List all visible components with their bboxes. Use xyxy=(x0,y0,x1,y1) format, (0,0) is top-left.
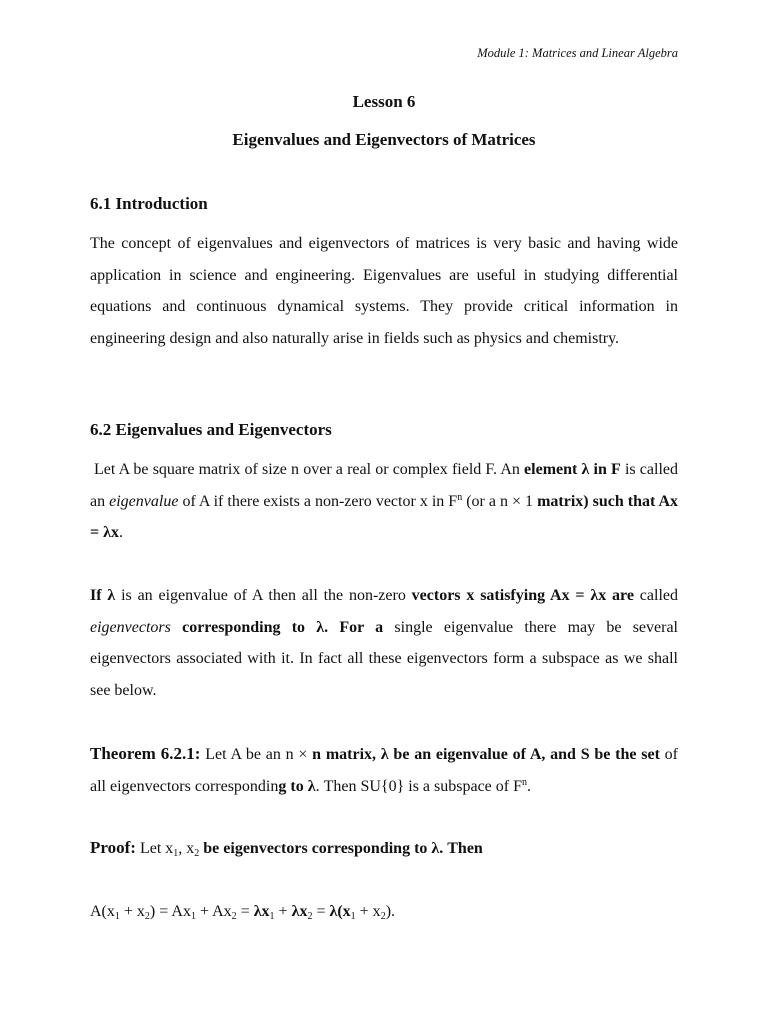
subscript: 1 xyxy=(350,911,356,922)
subscript: 2 xyxy=(144,911,150,922)
eq-part: ) = Ax xyxy=(149,903,191,920)
subscript: 1 xyxy=(173,848,179,859)
ev-text: called xyxy=(633,587,678,604)
eq-bold: λ(x xyxy=(329,903,351,920)
proof-text: Let x xyxy=(135,840,174,857)
eq-part: + xyxy=(274,903,292,920)
def-bold-equation: matrix) such that Ax = λx xyxy=(90,492,678,541)
page-title: Eigenvalues and Eigenvectors of Matrices xyxy=(232,130,536,149)
superscript-n: n xyxy=(522,776,528,788)
ev-bold: corresponding to λ. For a xyxy=(170,618,384,636)
eq-bold: λx xyxy=(253,903,270,920)
eq-part: + x xyxy=(355,903,381,920)
def-italic-eigenvalue: eigenvalue xyxy=(109,492,179,510)
eq-part: ). xyxy=(385,903,396,920)
theorem-text: Let A be an n × xyxy=(200,746,313,763)
def-text: . xyxy=(118,524,123,541)
ev-bold: If λ xyxy=(90,587,116,604)
eq-part: + x xyxy=(119,903,145,920)
proof-paragraph xyxy=(90,832,678,865)
definition-paragraph xyxy=(90,454,678,549)
subscript: 1 xyxy=(269,911,275,922)
theorem-text: of all eigenvectors correspondin xyxy=(90,746,679,795)
lesson-number: Lesson 6 xyxy=(352,92,416,111)
eq-part: = xyxy=(236,903,254,920)
introduction-paragraph: The concept of eigenvalues and eigenvectors of matrices is very basic and having wide application in science and engineering. Eigenvalues are useful in studying differential equations and continuous dynamical systems. They provide critical information in engineering design and also naturally arise in fields such as physics and chemistry. xyxy=(90,235,678,347)
theorem-bold: g to λ xyxy=(278,777,316,795)
ev-italic-eigenvectors: eigenvectors xyxy=(90,618,171,636)
running-head: Module 1: Matrices and Linear Algebra xyxy=(477,46,678,60)
theorem-label: Theorem 6.2.1: xyxy=(90,744,201,763)
eq-part: = xyxy=(312,903,330,920)
subscript: 2 xyxy=(307,911,313,922)
proof-bold: be eigenvectors corresponding to λ. Then xyxy=(199,840,483,857)
ev-bold: vectors x satisfying Ax = λx are xyxy=(411,587,634,604)
def-text: of A if there exists a non-zero vector x in F xyxy=(178,492,458,510)
theorem-text: . Then SU{0} is a subspace of F xyxy=(315,777,523,795)
ev-text: is an eigenvalue of A then all the non-zero xyxy=(115,587,412,604)
theorem-bold: n matrix, λ be an eigenvalue of A, and S be the set xyxy=(312,746,660,763)
def-text: is called an xyxy=(90,461,678,510)
equation-line xyxy=(90,896,678,928)
section-heading-eigenvalues: 6.2 Eigenvalues and Eigenvectors xyxy=(90,420,332,439)
eq-bold: λx xyxy=(291,903,308,920)
def-text: (or a n × 1 xyxy=(462,492,538,510)
superscript-n: n xyxy=(457,491,463,503)
theorem-paragraph xyxy=(90,738,678,802)
eq-part: A(x xyxy=(90,903,115,920)
subscript: 1 xyxy=(190,911,196,922)
eq-part: + Ax xyxy=(195,903,232,920)
theorem-text: . xyxy=(527,777,532,795)
proof-text: , x xyxy=(178,840,195,857)
subscript: 1 xyxy=(114,911,120,922)
proof-label: Proof: xyxy=(90,838,136,857)
subscript: 2 xyxy=(231,911,237,922)
def-bold-element: element λ in F xyxy=(524,461,621,478)
section-heading-introduction: 6.1 Introduction xyxy=(90,194,208,213)
subscript: 2 xyxy=(380,911,386,922)
subscript: 2 xyxy=(194,848,200,859)
eigenvector-paragraph xyxy=(90,580,678,706)
def-text: Let A be square matrix of size n over a real or complex field F. An xyxy=(94,461,525,478)
document-page xyxy=(90,0,678,1024)
ev-text: single eigenvalue there may be several eigenvectors associated with it. In fact all these eigenvectors form a subspace as we shall see below. xyxy=(90,618,678,699)
